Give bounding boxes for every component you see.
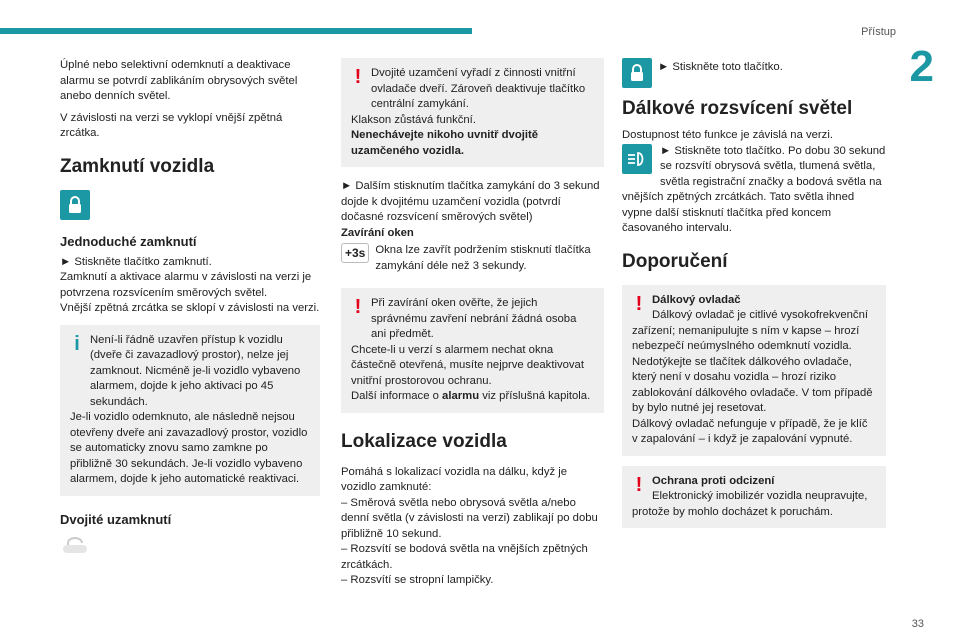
double-lock-text: ► Dalším stisknutím tlačítka zamykání do 3 sekund dojde k dvojitému uzamčení vozidla (potvrdí dočasné rozsvícení směrových světel) xyxy=(341,180,600,223)
heading-double-lock: Dvojité uzamknutí xyxy=(60,511,172,527)
beam-instruction: ► Stiskněte toto tlačítko. Po dobu 30 sekund se rozsvítí obrysová světla, tlumená světla, světla registrační značky a bodová světla na vnějších zpětných zrcátkách. Tato světla ihned vypne další stisknutí tlačítka před koncem časovaného intervalu. xyxy=(622,144,886,234)
warning-bold-text: Nenechávejte nikoho uvnitř dvojitě uzamčeného vozidla. xyxy=(351,129,539,157)
column-2 xyxy=(341,58,604,595)
warning-note-windows: ! Při zavírání oken ověřte, že jejich správnému zavření nebrání žádná osoba ani předmět. Chcete-li u verzí s alarmem nechat okna částečně otevřená, musíte nejprve deaktivovat vnitřní prostorovou ochranu. Další informace o alarmu viz příslušná kapitola. xyxy=(341,288,604,413)
warning-icon: ! xyxy=(635,292,643,315)
beam-availability-text: Dostupnost této funkce je závislá na verzi. xyxy=(622,129,833,141)
heading-lock: Zamknutí vozidla xyxy=(60,155,215,177)
chapter-number: 2 xyxy=(909,42,934,91)
padlock-icon xyxy=(60,190,90,220)
heading-recommendations: Doporučení xyxy=(622,250,728,272)
info-note: i Není-li řádně uzavřen přístup k vozidlu (dveře či zavazadlový prostor), nelze jej zamknout. Nicméně je-li vozidlo vybaveno alarmem, dojde k jeho aktivaci po 45 sekundách. Je-li vozidlo odemknuto, ale následně nejsou otevřeny dveře ani zavazadlový prostor, vozidlo se automaticky znovu samo zamkne po přibližně 30 sekundách. Je-li vozidlo vybaveno alarmem, dojde k jeho automatické reaktivaci. xyxy=(60,325,320,496)
intro-text: V závislosti na verzi se vyklopí vnější zpětná zrcátka. xyxy=(60,111,283,139)
simple-lock-text: ► Stiskněte tlačítko zamknutí. Zamknutí a aktivace alarmu v závislosti na verzi je potvrzena rozsvícením směrových světel. Vnější zpětná zrcátka se sklopí v závislosti na verzi. xyxy=(60,255,320,314)
heading-simple-lock: Jednoduché zamknutí xyxy=(60,233,197,249)
warning-icon: ! xyxy=(354,296,362,318)
warning-note-remote: ! Dálkový ovladač Dálkový ovladač je citlivé vysokofrekvenční zařízení; nemanipulujte s ním v kapse – hrozí nebezpečí neúmyslného odemknutí vozidla. Nedotýkejte se tlačítek dálkového ovladače, který není v dosahu vozidla – hrozí riziko zablokování dálkového ovladače. V tom případě by bylo nutné jej resetovat. Dálkový ovladač nefunguje v případě, že je klíč v zapalování – i když je zapalování vypnuté. xyxy=(622,285,886,456)
heading-follow-me: Dálkové rozsvícení světel xyxy=(622,98,853,119)
warning-note-double-lock: ! Dvojité uzamčení vyřadí z činnosti vnitřní ovladače dveří. Zároveň deaktivuje tlačítko centrální zamykání. Klakson zůstává funkční. Nenechávejte nikoho uvnitř dvojitě uzamčeného vozidla. xyxy=(341,58,604,167)
warning-icon: ! xyxy=(635,473,643,496)
column-3 xyxy=(622,58,886,538)
double-lock-icon xyxy=(60,533,90,557)
header-accent-bar xyxy=(0,28,472,34)
windows-text: Okna lze zavřít podržením stisknutí tlačítka zamykání déle než 3 sekundy. xyxy=(375,244,591,272)
windows-row xyxy=(341,243,604,280)
press-button-row xyxy=(622,58,886,88)
warning-icon: ! xyxy=(354,66,362,88)
locate-text: Pomáhá s lokalizací vozidla na dálku, když je vozidlo zamknuté: – Směrová světla nebo obrysová světla a/nebo denní světla (v závislosti na verzi) zablikají po dobu přibližně 10 sekund. – Rozsvítí se bodová světla na vnějších zpětných zrcátkách. – Rozsvítí se stropní lampičky. xyxy=(341,465,598,586)
alarm-reference: Další informace o alarmu viz příslušná kapitola. xyxy=(351,390,591,402)
info-icon: i xyxy=(74,332,80,355)
section-title: Přístup xyxy=(861,26,896,38)
column-1 xyxy=(60,58,320,557)
headlight-icon xyxy=(622,144,652,174)
page-number: 33 xyxy=(911,618,924,630)
warning-note-theft: ! Ochrana proti odcizení Elektronický imobilizér vozidla neupravujte, protože by mohlo docházet k poruchám. xyxy=(622,466,886,529)
press-button-text: ► Stiskněte toto tlačítko. xyxy=(658,61,783,73)
lock-button-3s-icon: +3s xyxy=(341,243,369,263)
padlock-icon xyxy=(622,58,652,88)
heading-locate: Lokalizace vozidla xyxy=(341,430,507,452)
intro-text: Úplné nebo selektivní odemknutí a deaktivace alarmu se potvrdí zablikáním obrysových světel anebo denních světel. xyxy=(60,59,298,102)
heading-windows: Zavírání oken xyxy=(341,226,414,239)
